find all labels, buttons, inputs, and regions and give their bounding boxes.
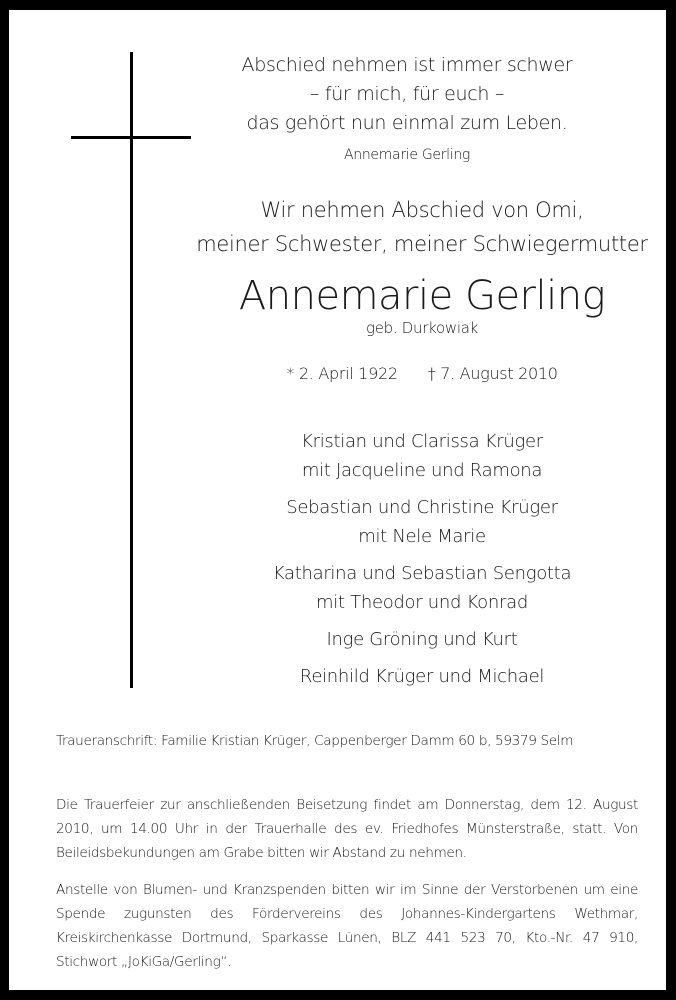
mourner-line: mit Nele Marie bbox=[358, 526, 486, 547]
birth-date: * 2. April 1922 bbox=[286, 364, 398, 383]
mourners-list bbox=[209, 427, 635, 699]
mourner-group bbox=[209, 662, 635, 691]
motto-line: Abschied nehmen ist immer schwer bbox=[241, 54, 573, 76]
motto-line: das gehört nun einmal zum Leben. bbox=[246, 112, 568, 134]
motto-line: – für mich, für euch – bbox=[309, 83, 505, 105]
motto-author: Annemarie Gerling bbox=[343, 147, 471, 163]
mourning-address: Traueranschrift: Familie Kristian Krüger, Cappenberger Damm 60 b, 59379 Selm bbox=[56, 733, 574, 749]
death-date: † 7. August 2010 bbox=[427, 364, 558, 383]
deceased-name: Annemarie Gerling bbox=[238, 273, 606, 319]
mourner-group bbox=[209, 427, 635, 485]
intro-text bbox=[159, 193, 676, 261]
intro-line: Wir nehmen Abschied von Omi, bbox=[260, 198, 584, 222]
life-dates bbox=[159, 362, 676, 386]
maiden-name: geb. Durkowiak bbox=[366, 319, 478, 337]
mourner-line: Inge Gröning und Kurt bbox=[326, 629, 518, 650]
mourner-line: mit Theodor und Konrad bbox=[316, 592, 528, 613]
motto-quote bbox=[189, 51, 625, 138]
mourner-group bbox=[209, 559, 635, 617]
funeral-ceremony-text: Die Trauerfeier zur anschließenden Beisetzung findet am Donnerstag, dem 12. August 2010, um 14.00 Uhr in der Trauerhalle des ev. Friedhofes Münsterstraße, statt. Von Beileidsbekundungen am Grabe bitten wir Abstand zu nehmen. bbox=[56, 797, 638, 861]
mourner-group bbox=[209, 493, 635, 551]
mourner-line: Katharina und Sebastian Sengotta bbox=[272, 563, 572, 584]
mourner-line: Reinhild Krüger und Michael bbox=[299, 666, 545, 687]
cross-icon-horizontal-bar bbox=[71, 136, 191, 139]
mourner-line: Kristian und Clarissa Krüger bbox=[301, 431, 543, 452]
cross-icon-vertical-bar bbox=[130, 52, 133, 688]
intro-line: meiner Schwester, meiner Schwiegermutter bbox=[196, 232, 648, 256]
mourner-line: mit Jacqueline und Ramona bbox=[301, 460, 543, 481]
donation-request-text: Anstelle von Blumen- und Kranzspenden bitten wir im Sinne der Verstorbenen um eine Spende zugunsten des Fördervereins des Johannes-Kindergartens Wethmar, Kreiskirchenkasse Dortmund, Sparkasse Lünen, BLZ 441 523 70, Kto.-Nr. 47 910, Stichwort „JoKiGa/Gerling“. bbox=[56, 882, 638, 970]
mourner-line: Sebastian und Christine Krüger bbox=[286, 497, 558, 518]
mourner-group bbox=[209, 625, 635, 654]
